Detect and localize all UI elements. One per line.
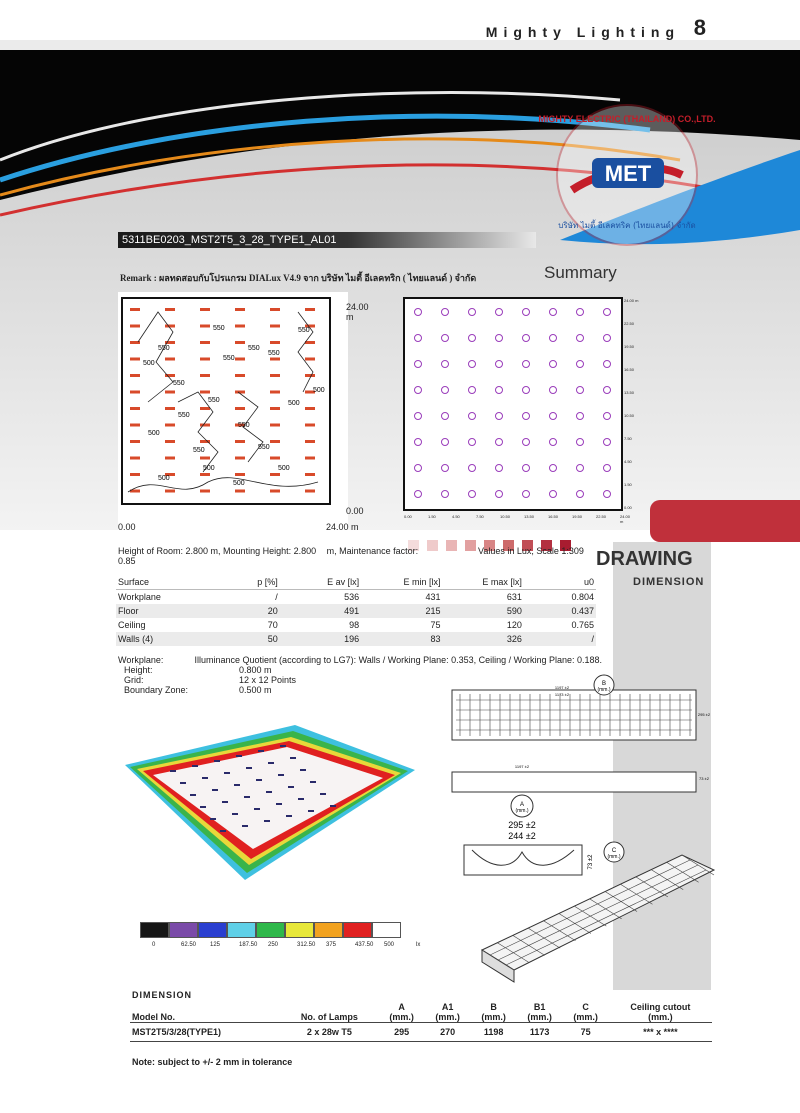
render-lamp [200, 806, 206, 808]
lux-table [116, 575, 596, 646]
maintenance-text: m, Maintenance factor: [326, 546, 419, 556]
luminaire-mark [305, 358, 315, 361]
luminaire-mark [305, 490, 315, 493]
scale-color-box [285, 922, 314, 938]
luminaire-mark [270, 407, 280, 410]
luminaire-mark [200, 391, 210, 394]
drawing-svg [452, 680, 722, 990]
col-p: p [%] [237, 575, 280, 590]
y-tick-label: 7.50 [624, 436, 632, 441]
dim-header-unit: (mm.) [527, 1012, 552, 1022]
contour-label: 550 [238, 422, 250, 429]
dimension-table-header [130, 1002, 712, 1023]
x-tick-label: 24.00 m [620, 514, 631, 524]
y-tick-label: 0.00 [624, 505, 632, 510]
dim-header-name: No. of Lamps [300, 1012, 358, 1022]
render-lamp [268, 762, 274, 764]
luminaire-mark [165, 325, 175, 328]
dimension-table-title: DIMENSION [132, 990, 193, 1000]
lux-cell-p: / [275, 592, 278, 602]
luminaire-mark [200, 308, 210, 311]
render-lamp [308, 810, 314, 812]
dim-header-name: C [582, 1002, 589, 1012]
illuminance-quotient: Illuminance Quotient (according to LG7): Walls / Working Plane: 0.353, Ceiling / Working Plane: 0.188. [194, 655, 603, 665]
luminaire-mark [130, 440, 140, 443]
label-a: A [519, 802, 525, 808]
lux-cell-e-min: 431 [425, 592, 441, 602]
render-lamp [276, 803, 282, 805]
luminaire-mark [130, 473, 140, 476]
luminaire-mark [305, 407, 315, 410]
luminaire-mark [305, 440, 315, 443]
contour-label: 500 [148, 430, 160, 437]
drawing-title: DRAWING [596, 548, 693, 570]
luminaire-mark [165, 358, 175, 361]
lux-table-row [116, 590, 596, 605]
dim-header-cell [563, 1002, 609, 1023]
label-a-unit: (mm.) [515, 808, 529, 814]
luminaire-mark [235, 358, 245, 361]
luminaire-mark [130, 457, 140, 460]
dim-73: 73 ±2 [699, 776, 709, 781]
lux-cell-e-max: 120 [506, 620, 522, 630]
scale-boxes [140, 922, 430, 940]
x-tick-label: 7.50 [476, 514, 484, 519]
lux-cell-u0: 0.765 [571, 620, 594, 630]
cell-cutout: *** x **** [643, 1027, 678, 1037]
dim-1173: 1173 ±2 [554, 692, 570, 697]
render-lamp [258, 750, 264, 752]
scale-labels [140, 940, 430, 950]
boundary-value: 0.500 m [239, 685, 272, 695]
luminaire-mark [270, 391, 280, 394]
grid-y-ticks [624, 298, 648, 510]
dim-295: 295 ±2 [697, 712, 711, 717]
cell-lamps: 2 x 28w T5 [306, 1027, 352, 1037]
lux-cell-p: 20 [237, 604, 280, 618]
luminaire-mark [270, 374, 280, 377]
luminaire-mark [305, 457, 315, 460]
lux-cell-surface: Floor [116, 604, 237, 618]
luminaire-mark [235, 341, 245, 344]
y-tick-label: 19.50 [624, 344, 635, 349]
luminaire-mark [270, 424, 280, 427]
lux-cell-e-min: 215 [361, 604, 442, 618]
col-eav: E av [lx] [280, 575, 361, 590]
dim-a1: 244 ±2 [508, 831, 536, 841]
render-lamp [278, 774, 284, 776]
render-lamp [244, 796, 250, 798]
luminaire-mark [235, 457, 245, 460]
lux-cell-u0: / [524, 632, 596, 646]
contour-label: 500 [313, 387, 325, 394]
contour-label: 500 [158, 475, 170, 482]
dim-header-cell [379, 1002, 425, 1023]
cell-b1: 1173 [529, 1027, 550, 1037]
x-tick-label: 16.50 [548, 514, 559, 519]
luminaire-mark [305, 341, 315, 344]
render-lamp [170, 770, 176, 772]
render-lamp [310, 781, 316, 783]
luminaire-mark [200, 325, 210, 328]
luminaire-mark [200, 473, 210, 476]
col-emax: E max [lx] [442, 575, 523, 590]
render-lamp [288, 786, 294, 788]
luminaire-mark [165, 440, 175, 443]
luminaire-mark [165, 457, 175, 460]
iso-y-max-label: 24.00 m [346, 302, 369, 322]
room-height-text: Height of Room: 2.800 m, Mounting Height: 2.800 [118, 546, 317, 556]
render-lamp [234, 784, 240, 786]
scale-color-box [169, 922, 198, 938]
scale-label: 125 [210, 942, 221, 948]
scale-label: 500 [384, 942, 395, 948]
contour-label: 550 [298, 327, 310, 334]
dim-1197-bottom: 1197 ±2 [514, 764, 530, 769]
contour-label: 550 [193, 447, 205, 454]
logo-company-name: MIGHTY ELECTRIC (THAILAND) CO.,LTD. [538, 114, 716, 124]
lux-cell-p: 70 [267, 620, 278, 630]
luminaire-mark [270, 325, 280, 328]
render-lamp [300, 769, 306, 771]
y-tick-label: 10.50 [624, 413, 635, 418]
scale-label: 250 [268, 942, 279, 948]
luminaire-mark [305, 374, 315, 377]
iso-louver-line [498, 865, 698, 960]
contour-label: 550 [173, 380, 185, 387]
scale-label: 0 [152, 942, 156, 948]
contour-label: 550 [213, 325, 225, 332]
dim-header-cell [609, 1002, 712, 1023]
contour-label: 550 [208, 397, 220, 404]
luminaire-mark [270, 308, 280, 311]
cell-a1: 270 [440, 1027, 456, 1037]
height-label: Height: [124, 665, 153, 675]
contour-label: 500 [278, 465, 290, 472]
x-tick-label: 0.00 [404, 514, 412, 519]
logo-thai-name: บริษัท ไมตี้ อีเลคทริค (ไทยแลนด์) จำกัด [558, 221, 696, 230]
luminaire-mark [235, 440, 245, 443]
lux-table-row [116, 632, 596, 646]
luminaire-mark [305, 473, 315, 476]
technical-drawing [452, 680, 722, 990]
lux-table-row [116, 604, 596, 618]
room-info [118, 546, 608, 566]
dim-header-unit: (mm.) [389, 1012, 414, 1022]
render-lamp [254, 808, 260, 810]
summary-title: Summary [544, 263, 617, 282]
luminaire-mark [270, 358, 280, 361]
render-lamp [266, 791, 272, 793]
page-number: 8 [693, 15, 706, 40]
luminaire-mark [130, 325, 140, 328]
render-lamp [256, 779, 262, 781]
illuminance-3d-render [125, 725, 425, 885]
isoline-plot [118, 292, 369, 532]
col-u0: u0 [524, 575, 596, 590]
luminaire-mark [165, 407, 175, 410]
dim-header-cell [425, 1002, 471, 1023]
maintenance-value: 0.85 [118, 556, 136, 566]
luminaire-mark [305, 308, 315, 311]
company-logo [538, 100, 716, 250]
luminaire-mark [200, 424, 210, 427]
luminaire-mark [200, 374, 210, 377]
dim-header-unit: (mm.) [481, 1012, 506, 1022]
luminaire-mark [235, 308, 245, 311]
grid-svg [404, 298, 622, 510]
y-tick-label: 4.50 [624, 459, 632, 464]
luminaire-mark [130, 391, 140, 394]
lux-cell-e-min: 83 [361, 632, 442, 646]
logo-initials: MET [604, 161, 652, 186]
dim-header-name: Model No. [132, 1012, 175, 1022]
cell-b: 1198 [483, 1027, 504, 1037]
lux-table-header [116, 575, 596, 590]
render-lamp [298, 798, 304, 800]
render-lamp [264, 820, 270, 822]
lux-cell-e-max: 631 [506, 592, 522, 602]
contour-label: 500 [288, 400, 300, 407]
cell-a: 295 [394, 1027, 410, 1037]
label-b-unit: (mm.) [597, 687, 611, 693]
render-lamp [224, 772, 230, 774]
luminaire-mark [305, 424, 315, 427]
luminaire-mark [130, 308, 140, 311]
luminaire-mark [165, 391, 175, 394]
dim-header-cell [280, 1002, 378, 1023]
lux-cell-surface: Workplane [118, 592, 161, 602]
dim-header-name: A1 [441, 1002, 454, 1012]
lux-cell-e-av: 98 [349, 620, 360, 630]
dim-header-name: B1 [533, 1002, 546, 1012]
luminaire-mark [235, 374, 245, 377]
scale-color-box [343, 922, 372, 938]
render-lamp [180, 782, 186, 784]
render-lamp [192, 765, 198, 767]
dim-header-name: A [398, 1002, 405, 1012]
x-tick-label: 10.50 [500, 514, 511, 519]
luminaire-mark [270, 440, 280, 443]
luminaire-mark [270, 341, 280, 344]
contour-label: 550 [178, 412, 190, 419]
luminaire-mark [200, 358, 210, 361]
color-scale [140, 922, 430, 950]
render-lamp [202, 777, 208, 779]
luminaire-mark [270, 473, 280, 476]
render-lamp [286, 815, 292, 817]
boundary-label: Boundary Zone: [124, 685, 189, 695]
luminaire-mark [130, 424, 140, 427]
scale-color-box [314, 922, 343, 938]
luminaire-mark [235, 473, 245, 476]
dimension-table [130, 1002, 712, 1042]
scale-color-box [227, 922, 256, 938]
x-tick-label: 13.50 [524, 514, 535, 519]
isoline-svg [118, 292, 348, 532]
scale-color-box [140, 922, 169, 938]
tolerance-note: Note: subject to +/- 2 mm in tolerance [132, 1057, 293, 1067]
iso-x-zero-label: 0.00 [118, 522, 136, 532]
render-lamp [236, 755, 242, 757]
luminaire-mark [130, 374, 140, 377]
iso-y-zero-label: 0.00 [346, 506, 364, 516]
grid-label: Grid: [124, 675, 144, 685]
dim-header-cell [130, 1002, 280, 1023]
luminaire-mark [200, 457, 210, 460]
dim-header-name: B [490, 1002, 497, 1012]
scale-label: 62.50 [181, 942, 197, 948]
lux-cell-e-av: 536 [344, 592, 360, 602]
lux-cell-e-max: 326 [442, 632, 523, 646]
luminaire-mark [235, 407, 245, 410]
dim-header-cell [517, 1002, 563, 1023]
luminaire-mark [165, 424, 175, 427]
col-surface: Surface [116, 575, 237, 590]
luminaire-mark [165, 490, 175, 493]
luminaire-mark [200, 490, 210, 493]
remark-text: Remark : ผลทดสอบกับโปรแกรม DIALux V4.9 จาก บริษัท ไมตี้ อีเลคทริก ( ไทยแลนด์ ) จำกัด [120, 273, 477, 283]
dim-header-unit: (mm.) [435, 1012, 460, 1022]
contour-label: 500 [233, 480, 245, 487]
render-lamp [290, 757, 296, 759]
render-lamp [232, 813, 238, 815]
dim-1197: 1197 ±2 [554, 685, 570, 690]
drawing-subtitle: DIMENSION [633, 576, 705, 588]
label-c: C [611, 848, 617, 854]
render-lamp [220, 830, 226, 832]
render-lamp [210, 818, 216, 820]
render-3d-svg [125, 725, 425, 885]
label-b: B [601, 681, 607, 687]
luminaire-mark [165, 308, 175, 311]
render-lamp [212, 789, 218, 791]
grid-x-ticks [404, 514, 634, 524]
dim-c: 73 ±2 [588, 854, 594, 870]
scale-color-box [256, 922, 285, 938]
dimension-table-row [130, 1023, 712, 1042]
lux-cell-u0: 0.437 [524, 604, 596, 618]
luminaire-mark [235, 325, 245, 328]
y-tick-label: 13.50 [624, 390, 635, 395]
scale-label: 375 [326, 942, 337, 948]
lux-cell-e-max: 590 [442, 604, 523, 618]
scale-label: 437.50 [355, 942, 374, 948]
dim-header-unit: (mm.) [573, 1012, 598, 1022]
lux-cell-e-av: 491 [280, 604, 361, 618]
luminaire-mark [130, 358, 140, 361]
x-tick-label: 22.50 [596, 514, 607, 519]
luminaire-mark [270, 490, 280, 493]
render-lamp [246, 767, 252, 769]
dim-a: 295 ±2 [508, 820, 536, 830]
workplane-label: Workplane: [118, 655, 164, 665]
render-lamp [190, 794, 196, 796]
y-tick-label: 24.00 m [624, 298, 639, 303]
luminaire-mark [200, 407, 210, 410]
dim-header-cell [471, 1002, 517, 1023]
file-id-bar: 5311BE0203_MST2T5_3_28_TYPE1_AL01 [118, 232, 536, 248]
x-tick-label: 4.50 [452, 514, 460, 519]
contour-label: 550 [268, 350, 280, 357]
iso-louver-line [506, 870, 706, 965]
lux-cell-surface: Ceiling [118, 620, 146, 630]
render-lamp [280, 745, 286, 747]
height-value: 0.800 m [239, 665, 272, 675]
lux-cell-surface: Walls (4) [116, 632, 237, 646]
y-tick-label: 16.50 [624, 367, 635, 372]
render-lamp [214, 760, 220, 762]
scale-color-box [198, 922, 227, 938]
y-tick-label: 22.50 [624, 321, 635, 326]
x-tick-label: 19.50 [572, 514, 583, 519]
grid-value: 12 x 12 Points [239, 675, 297, 685]
lux-cell-e-av: 196 [280, 632, 361, 646]
luminaire-mark [235, 490, 245, 493]
render-lamp [222, 801, 228, 803]
contour-label: 550 [223, 355, 235, 362]
met-logo-icon [538, 100, 716, 250]
x-tick-label: 1.50 [428, 514, 436, 519]
brand-title: Mighty Lighting [485, 24, 680, 40]
lux-cell-u0: 0.804 [571, 592, 594, 602]
col-emin: E min [lx] [361, 575, 442, 590]
y-tick-label: 1.50 [624, 482, 632, 487]
lux-cell-p: 50 [237, 632, 280, 646]
render-lamp [320, 793, 326, 795]
luminaire-mark [200, 341, 210, 344]
iso-x-max-label: 24.00 m [326, 522, 359, 532]
lux-cell-e-min: 75 [430, 620, 441, 630]
grid-plot [404, 298, 644, 528]
contour-label: 550 [158, 345, 170, 352]
lux-table-row [116, 618, 596, 632]
scale-unit: lx [416, 942, 421, 948]
scale-label: 187.50 [239, 942, 258, 948]
scale-label: 312.50 [297, 942, 316, 948]
render-lamp [242, 825, 248, 827]
render-lamp [330, 805, 336, 807]
scale-color-box [372, 922, 401, 938]
contour-label: 500 [203, 465, 215, 472]
dim-header-unit: (mm.) [648, 1012, 673, 1022]
cell-model: MST2T5/3/28(TYPE1) [132, 1027, 222, 1037]
luminaire-mark [130, 407, 140, 410]
values-note: Values in Lux, Scale 1:309 [478, 546, 584, 556]
contour-label: 550 [248, 345, 260, 352]
contour-label: 550 [258, 444, 270, 451]
cell-c: 75 [580, 1027, 591, 1037]
section-tab [650, 500, 800, 542]
dim-header-name: Ceiling cutout [630, 1002, 691, 1012]
label-c-unit: (mm.) [607, 854, 621, 860]
luminaire-mark [270, 457, 280, 460]
contour-label: 500 [143, 360, 155, 367]
